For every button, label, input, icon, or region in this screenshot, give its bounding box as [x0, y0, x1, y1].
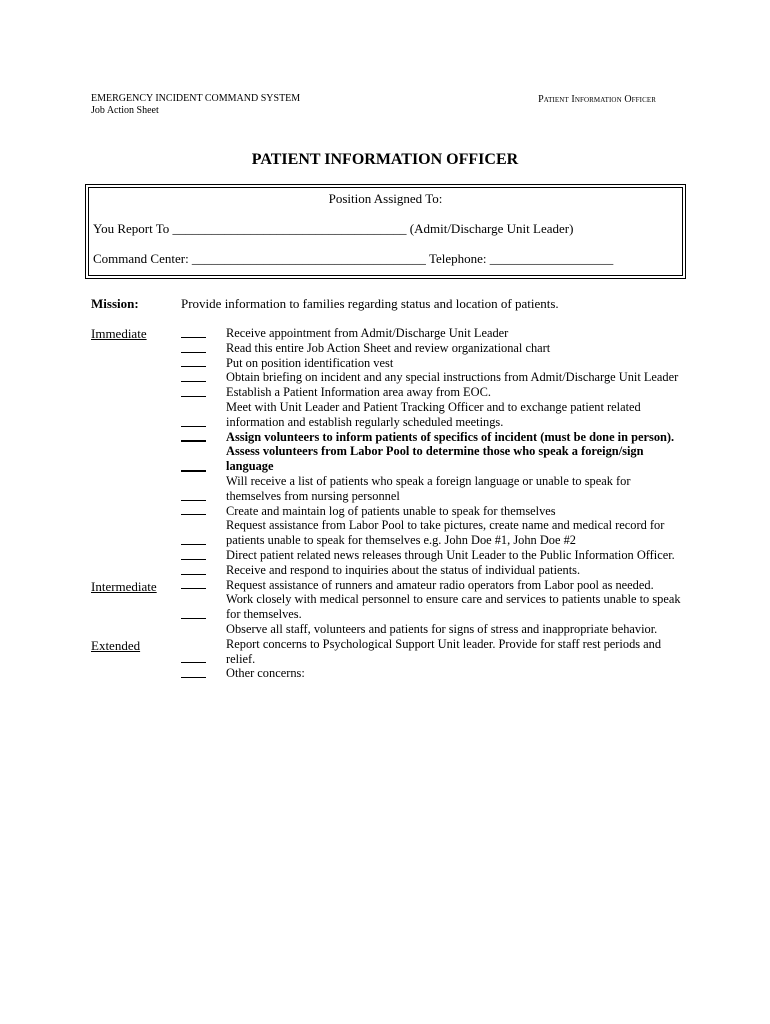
task-item — [181, 578, 681, 593]
checkbox-blank[interactable] — [181, 618, 206, 619]
task-item — [181, 474, 681, 504]
task-text: Observe all staff, volunteers and patients for signs of stress and inappropriate behavior. Report concerns to Psychological Support Unit leader. Provide for staff rest periods and relief. — [226, 621, 662, 666]
task-text: Other concerns: — [226, 666, 305, 681]
checkbox-blank[interactable] — [181, 662, 206, 663]
checkbox-blank[interactable] — [181, 366, 206, 367]
task-text: Receive appointment from Admit/Discharge Unit Leader — [226, 326, 509, 340]
task-item — [181, 563, 681, 578]
task-list — [181, 326, 681, 681]
position-assigned-field[interactable]: Position Assigned To: — [328, 191, 443, 206]
checkbox-blank[interactable] — [181, 544, 206, 545]
task-text: Create and maintain log of patients unable to speak for themselves — [226, 503, 556, 518]
task-text: Will receive a list of patients who speak a foreign language or unable to speak for themselves from nursing personnel — [226, 473, 631, 503]
task-text: Work closely with medical personnel to ensure care and services to patients unable to speak for themselves. — [226, 592, 681, 622]
checkbox-blank[interactable] — [181, 574, 206, 575]
task-item — [181, 430, 681, 445]
section-intermediate: Intermediate — [91, 579, 157, 594]
task-item — [181, 341, 681, 356]
assignment-box — [85, 184, 686, 279]
checkbox-blank[interactable] — [181, 470, 206, 472]
task-text: Direct patient related news releases through Unit Leader to the Public Information Officer. — [226, 547, 675, 562]
section-immediate: Immediate — [91, 326, 147, 341]
task-text: Obtain briefing on incident and any special instructions from Admit/Discharge Unit Leader — [226, 370, 679, 385]
task-item — [181, 622, 681, 666]
task-item — [181, 518, 681, 548]
task-item — [181, 504, 681, 519]
task-item — [181, 666, 681, 681]
task-text: Request assistance from Labor Pool to take pictures, create name and medical record for patients unable to speak for themselves e.g. John Doe #1, John Doe #2 — [226, 518, 665, 548]
task-item — [181, 356, 681, 371]
checkbox-blank[interactable] — [181, 337, 206, 338]
task-item — [181, 444, 681, 474]
assignment-box-inner — [88, 187, 683, 276]
checkbox-blank[interactable] — [181, 381, 206, 382]
checkbox-blank[interactable] — [181, 440, 206, 442]
task-text: Put on position identification vest — [226, 355, 394, 370]
mission-text: Provide information to families regarding status and location of patients. — [181, 296, 559, 311]
task-text: Assign volunteers to inform patients of specifics of incident (must be done in person). — [226, 429, 675, 444]
checkbox-blank[interactable] — [181, 677, 206, 678]
report-to-field[interactable]: You Report To ____________________________________ (Admit/Discharge Unit Leader) — [93, 221, 574, 236]
checkbox-blank[interactable] — [181, 588, 206, 589]
task-text: Read this entire Job Action Sheet and review organizational chart — [226, 340, 551, 355]
task-item — [181, 370, 681, 385]
checkbox-blank[interactable] — [181, 352, 206, 353]
task-item — [181, 326, 681, 341]
checkbox-blank[interactable] — [181, 514, 206, 515]
document-header — [91, 93, 300, 117]
checkbox-blank[interactable] — [181, 559, 206, 560]
task-text: Assess volunteers from Labor Pool to determine those who speak a foreign/sign language — [226, 444, 644, 474]
sheet-type: Job Action Sheet — [91, 105, 159, 116]
command-center-field[interactable]: Command Center: ____________________________________ Telephone: ___________________ — [93, 251, 614, 266]
checkbox-blank[interactable] — [181, 426, 206, 427]
task-item — [181, 400, 681, 430]
section-extended: Extended — [91, 638, 141, 653]
page-title: PATIENT INFORMATION OFFICER — [251, 151, 519, 168]
mission-label: Mission: — [91, 296, 139, 311]
task-text: Receive and respond to inquiries about the status of individual patients. — [226, 562, 581, 577]
task-text: Meet with Unit Leader and Patient Tracking Officer and to exchange patient related information and establish regularly scheduled meetings. — [226, 399, 641, 429]
checkbox-blank[interactable] — [181, 500, 206, 501]
header-position-name: Patient Information Officer — [538, 94, 656, 105]
task-text: Request assistance of runners and amateur radio operators from Labor pool as needed. — [226, 577, 654, 592]
task-item — [181, 385, 681, 400]
system-name: EMERGENCY INCIDENT COMMAND SYSTEM — [91, 93, 301, 104]
task-item — [181, 592, 681, 622]
task-item — [181, 548, 681, 563]
task-text: Establish a Patient Information area away from EOC. — [226, 385, 491, 400]
checkbox-blank[interactable] — [181, 396, 206, 397]
